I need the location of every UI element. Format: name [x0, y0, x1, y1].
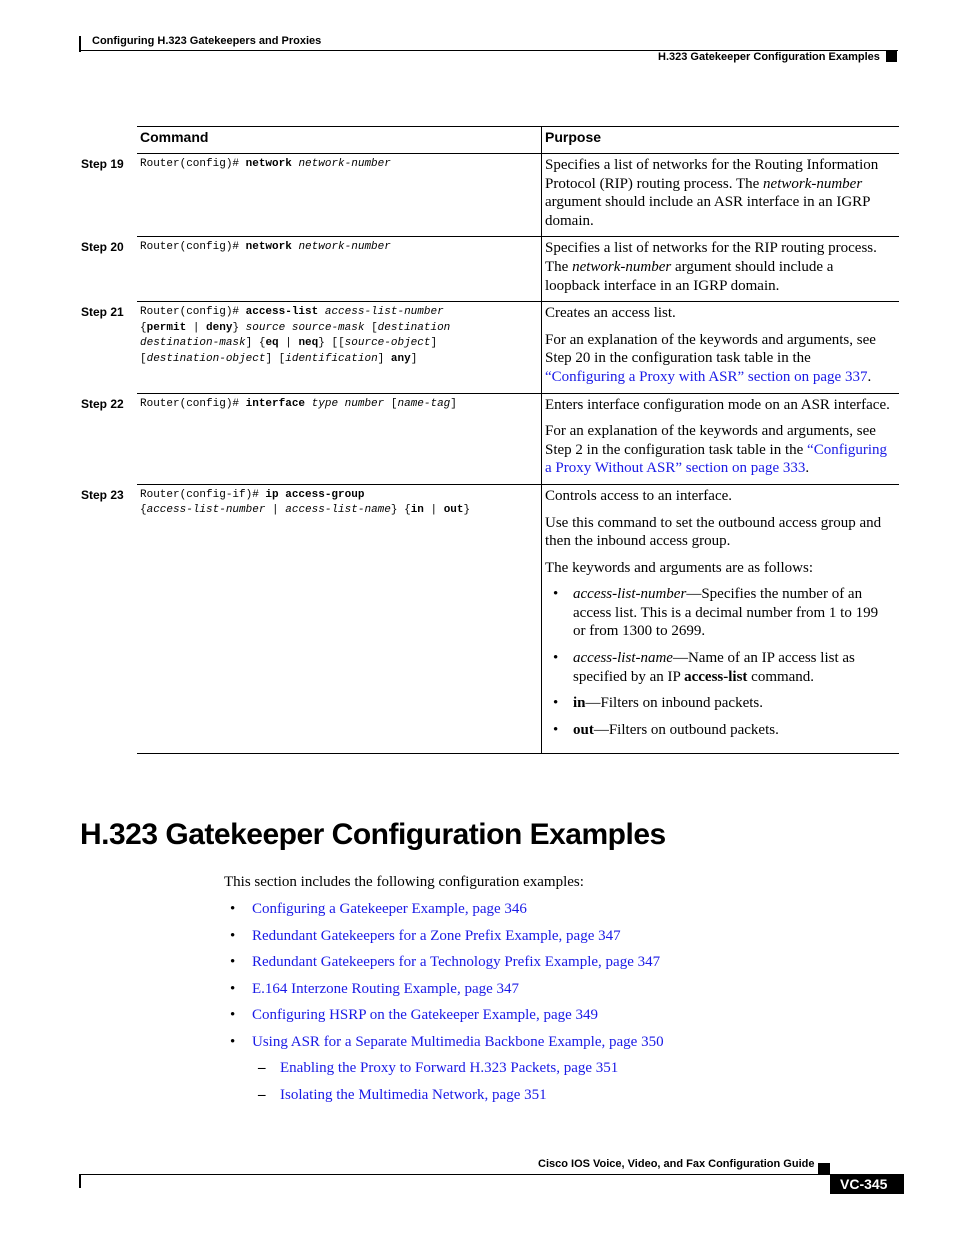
command-syntax: Router(config-if)# ip access-group {access-list-number | access-list-name} {in | out} [140, 488, 471, 517]
footer-left-rule [79, 1174, 81, 1188]
command-syntax: Router(config)# network network-number [140, 158, 391, 170]
footer-guide: Cisco IOS Voice, Video, and Fax Configuration Guide [538, 1158, 815, 1170]
command-syntax: Router(config)# network network-number [140, 241, 391, 254]
column-command: Command [140, 129, 209, 145]
purpose-text: Controls access to an interface. Use this command to set the outbound access group and then the inbound access group. The keywords and arguments are as follows: • access-list-number—Specifies the number of an access list. This is a decimal number from 1 to 199 or from 1300 to 2699. • access-list-name—Name of an IP access list as specified by an IP access-list command. • in—Filters on inbound packets. • out—Filters on outbound packets. [545, 485, 890, 754]
step-label: Step 22 [81, 396, 124, 411]
table-row [81, 302, 899, 393]
command-syntax: Router(config)# interface type number [name-tag] [140, 397, 457, 410]
command-table [81, 126, 899, 754]
section-intro: This section includes the following configuration examples: [224, 874, 584, 890]
example-link[interactable]: Using ASR for a Separate Multimedia Backbone Example, page 350 [252, 1033, 664, 1050]
example-sublink-item [224, 1086, 664, 1113]
step-label: Step 19 [81, 157, 124, 171]
footer-rule [79, 1174, 904, 1175]
step-label: Step 20 [81, 240, 124, 255]
table-body [81, 154, 899, 754]
bullet-icon: • [230, 1033, 236, 1050]
example-sublink[interactable]: Enabling the Proxy to Forward H.323 Packets, page 351 [280, 1060, 619, 1076]
dash-icon: – [258, 1060, 266, 1076]
bullet-icon: • [230, 980, 236, 997]
bullet-icon: • [230, 1007, 236, 1023]
example-link-item [224, 1006, 664, 1033]
dash-icon: – [258, 1086, 266, 1103]
example-sublink-item [224, 1059, 664, 1086]
example-link[interactable]: Redundant Gatekeepers for a Technology Prefix Example, page 347 [252, 954, 661, 970]
purpose-text: Creates an access list. For an explanation of the keywords and arguments, see Step 20 in the configuration task table in the “Configuring a Proxy with ASR” section on page 337. [545, 305, 876, 385]
header-chapter: Configuring H.323 Gatekeepers and Proxies [92, 35, 322, 47]
column-divider [541, 126, 542, 754]
purpose-text: Specifies a list of networks for the RIP routing process. The network-number argument should include a loopback interface in an IGRP domain. [545, 240, 877, 294]
example-link[interactable]: Configuring HSRP on the Gatekeeper Example, page 349 [252, 1007, 599, 1023]
page-number-box [830, 1174, 904, 1194]
example-list [224, 900, 664, 1112]
example-link-item [224, 927, 664, 954]
purpose-text: Specifies a list of networks for the Routing Information Protocol (RIP) routing process. The network-number argument should include an ASR interface in an IGRP domain. [545, 157, 879, 229]
section-title: H.323 Gatekeeper Configuration Examples [80, 818, 666, 851]
example-link[interactable]: Redundant Gatekeepers for a Zone Prefix Example, page 347 [252, 927, 621, 944]
page-number: VC-345 [840, 1176, 888, 1192]
example-link[interactable]: E.164 Interzone Routing Example, page 347 [252, 980, 520, 997]
step-label: Step 23 [81, 487, 124, 502]
header-section: H.323 Gatekeeper Configuration Examples [658, 51, 880, 63]
example-link-item [224, 980, 664, 1007]
column-purpose: Purpose [545, 129, 602, 145]
example-link-item [224, 953, 664, 980]
table-row [81, 485, 899, 755]
header-marker [886, 50, 897, 62]
cross-reference-link[interactable]: “Configuring a Proxy with ASR” section on page 337 [545, 368, 868, 385]
table-row [81, 154, 899, 237]
table-row [81, 394, 899, 485]
example-link[interactable]: Configuring a Gatekeeper Example, page 346 [252, 901, 527, 917]
cross-reference-link[interactable]: “Configuring a Proxy Without ASR” section on page 333 [545, 441, 888, 477]
purpose-text: Enters interface configuration mode on an ASR interface. For an explanation of the keywords and arguments, see Step 2 in the configuration task table in the “Configuring a Proxy Without ASR” section on page 333. [545, 396, 890, 477]
table-header [137, 126, 899, 154]
bullet-icon: • [230, 901, 236, 917]
example-sublink[interactable]: Isolating the Multimedia Network, page 351 [280, 1086, 547, 1103]
bullet-icon: • [230, 954, 236, 970]
step-label: Step 21 [81, 305, 124, 320]
table-row [81, 237, 899, 302]
command-syntax: Router(config)# access-list access-list-number {permit | deny} source source-mask [destination destination-mask] {eq | neq} [[source-object] [destination-object] [identification] any] [140, 306, 451, 365]
example-link-item [224, 900, 664, 927]
bullet-icon: • [230, 927, 236, 944]
example-link-item [224, 1033, 664, 1060]
